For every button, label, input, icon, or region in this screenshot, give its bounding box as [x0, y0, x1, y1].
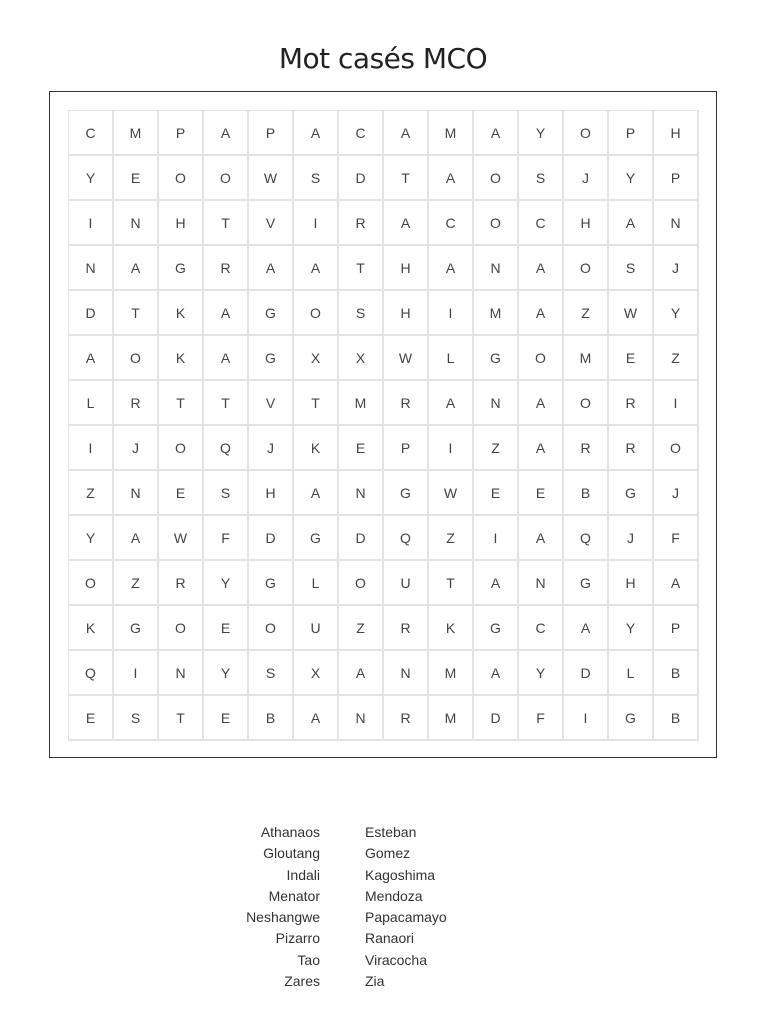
grid-cell[interactable]: R [564, 426, 609, 471]
grid-cell[interactable]: L [609, 651, 654, 696]
grid-cell[interactable]: I [294, 201, 339, 246]
grid-cell[interactable]: O [564, 246, 609, 291]
grid-cell[interactable]: I [564, 696, 609, 741]
grid-cell[interactable]: F [519, 696, 564, 741]
grid-cell[interactable]: E [609, 336, 654, 381]
grid-cell[interactable]: M [429, 696, 474, 741]
grid-cell[interactable]: Y [519, 111, 564, 156]
grid-cell[interactable]: Y [204, 651, 249, 696]
grid-cell[interactable]: N [654, 201, 699, 246]
grid-cell[interactable]: B [654, 651, 699, 696]
grid-cell[interactable]: T [204, 381, 249, 426]
grid-cell[interactable]: K [159, 336, 204, 381]
grid-cell[interactable]: G [294, 516, 339, 561]
grid-cell[interactable]: W [249, 156, 294, 201]
grid-cell[interactable]: W [609, 291, 654, 336]
grid-cell[interactable]: A [114, 516, 159, 561]
grid-cell[interactable]: P [249, 111, 294, 156]
grid-cell[interactable]: A [294, 471, 339, 516]
grid-cell[interactable]: I [654, 381, 699, 426]
grid-cell[interactable]: N [339, 471, 384, 516]
grid-cell[interactable]: A [609, 201, 654, 246]
grid-cell[interactable]: D [339, 156, 384, 201]
grid-cell[interactable]: G [249, 336, 294, 381]
grid-cell[interactable]: J [654, 471, 699, 516]
grid-cell[interactable]: P [654, 156, 699, 201]
grid-cell[interactable]: U [384, 561, 429, 606]
grid-cell[interactable]: W [384, 336, 429, 381]
word-list-item: Tao [297, 951, 320, 968]
grid-cell[interactable]: I [114, 651, 159, 696]
grid-cell[interactable]: C [339, 111, 384, 156]
grid-cell[interactable]: N [114, 201, 159, 246]
grid-cell[interactable]: N [474, 246, 519, 291]
grid-cell[interactable]: I [429, 426, 474, 471]
grid-cell[interactable]: X [294, 651, 339, 696]
grid-cell[interactable]: H [564, 201, 609, 246]
grid-cell[interactable]: W [159, 516, 204, 561]
grid-cell[interactable]: A [474, 111, 519, 156]
grid-cell[interactable]: Q [69, 651, 114, 696]
word-list-item: Zia [365, 973, 385, 990]
grid-cell[interactable]: Y [519, 651, 564, 696]
grid-cell[interactable]: E [159, 471, 204, 516]
grid-cell[interactable]: Z [564, 291, 609, 336]
grid-cell[interactable]: N [114, 471, 159, 516]
word-list-item: Neshangwe [246, 909, 320, 926]
grid-cell[interactable]: R [609, 426, 654, 471]
grid-cell[interactable]: J [249, 426, 294, 471]
grid-cell[interactable]: I [69, 426, 114, 471]
grid-cell[interactable]: A [114, 246, 159, 291]
grid-cell[interactable]: O [654, 426, 699, 471]
grid-cell[interactable]: E [69, 696, 114, 741]
grid-cell[interactable]: Z [654, 336, 699, 381]
word-list-item: Pizarro [275, 930, 320, 947]
grid-cell[interactable]: D [564, 651, 609, 696]
word-list-item: Indali [286, 866, 320, 883]
grid-cell[interactable]: G [159, 246, 204, 291]
grid-cell[interactable]: I [69, 201, 114, 246]
grid-cell[interactable]: W [429, 471, 474, 516]
grid-cell[interactable]: N [384, 651, 429, 696]
grid-cell[interactable]: X [294, 336, 339, 381]
grid-cell[interactable]: K [294, 426, 339, 471]
grid-cell[interactable]: O [114, 336, 159, 381]
word-list-item: Menator [268, 887, 320, 904]
grid-cell[interactable]: A [519, 426, 564, 471]
grid-cell[interactable]: S [204, 471, 249, 516]
word-list-item: Zares [284, 973, 320, 990]
puzzle-frame [49, 91, 717, 758]
grid-cell[interactable]: C [519, 606, 564, 651]
grid-cell[interactable]: G [564, 561, 609, 606]
word-list-item: Gomez [365, 845, 411, 862]
word-list-item: Mendoza [365, 887, 423, 904]
grid-cell[interactable]: D [474, 696, 519, 741]
grid-cell[interactable]: O [294, 291, 339, 336]
grid-cell[interactable]: L [429, 336, 474, 381]
grid-cell[interactable]: K [69, 606, 114, 651]
grid-cell[interactable]: R [609, 381, 654, 426]
grid-cell[interactable]: T [294, 381, 339, 426]
grid-cell[interactable]: A [339, 651, 384, 696]
grid-cell[interactable]: O [474, 201, 519, 246]
grid-cell[interactable]: P [609, 111, 654, 156]
grid-cell[interactable]: T [384, 156, 429, 201]
grid-cell[interactable]: H [384, 246, 429, 291]
grid-cell[interactable]: H [654, 111, 699, 156]
grid-cell[interactable]: U [294, 606, 339, 651]
grid-cell[interactable]: V [249, 201, 294, 246]
grid-cell[interactable]: Z [69, 471, 114, 516]
word-list-item: Kagoshima [365, 866, 436, 883]
grid-cell[interactable]: R [384, 381, 429, 426]
grid-cell[interactable]: H [159, 201, 204, 246]
grid-cell[interactable]: N [519, 561, 564, 606]
grid-cell[interactable]: C [429, 201, 474, 246]
grid-cell[interactable]: I [474, 516, 519, 561]
grid-cell[interactable]: A [294, 696, 339, 741]
grid-cell[interactable]: T [114, 291, 159, 336]
grid-cell[interactable]: G [384, 471, 429, 516]
grid-cell[interactable]: O [249, 606, 294, 651]
grid-cell[interactable]: G [474, 606, 519, 651]
grid-cell[interactable]: O [564, 381, 609, 426]
grid-cell[interactable]: O [474, 156, 519, 201]
grid-cell[interactable]: E [519, 471, 564, 516]
grid-cell[interactable]: G [609, 471, 654, 516]
grid-cell[interactable]: O [339, 561, 384, 606]
grid-cell[interactable]: P [654, 606, 699, 651]
grid-cell[interactable]: A [519, 246, 564, 291]
grid-cell[interactable]: P [384, 426, 429, 471]
grid-cell[interactable]: M [429, 111, 474, 156]
grid-cell[interactable]: Q [564, 516, 609, 561]
grid-cell[interactable]: E [339, 426, 384, 471]
letter-grid [68, 110, 699, 741]
grid-cell[interactable]: G [249, 291, 294, 336]
grid-cell[interactable]: A [429, 381, 474, 426]
grid-cell[interactable]: A [519, 291, 564, 336]
grid-cell[interactable]: K [159, 291, 204, 336]
grid-cell[interactable]: R [384, 606, 429, 651]
grid-cell[interactable]: Z [429, 516, 474, 561]
grid-cell[interactable]: D [339, 516, 384, 561]
grid-cell[interactable]: S [519, 156, 564, 201]
grid-cell[interactable]: M [474, 291, 519, 336]
grid-cell[interactable]: E [204, 696, 249, 741]
grid-cell[interactable]: R [159, 561, 204, 606]
grid-cell[interactable]: A [249, 246, 294, 291]
grid-cell[interactable]: T [204, 201, 249, 246]
grid-cell[interactable]: A [654, 561, 699, 606]
grid-cell[interactable]: E [114, 156, 159, 201]
grid-cell[interactable]: B [249, 696, 294, 741]
page-title: Mot casés MCO [278, 42, 488, 75]
grid-cell[interactable]: B [654, 696, 699, 741]
grid-cell[interactable]: L [69, 381, 114, 426]
grid-cell[interactable]: L [294, 561, 339, 606]
grid-cell[interactable]: M [339, 381, 384, 426]
grid-cell[interactable]: X [339, 336, 384, 381]
grid-cell[interactable]: Q [204, 426, 249, 471]
grid-cell[interactable]: G [609, 696, 654, 741]
grid-cell[interactable]: F [204, 516, 249, 561]
grid-cell[interactable]: K [429, 606, 474, 651]
grid-cell[interactable]: E [204, 606, 249, 651]
grid-cell[interactable]: A [564, 606, 609, 651]
grid-cell[interactable]: D [249, 516, 294, 561]
grid-cell[interactable]: R [339, 201, 384, 246]
grid-cell[interactable]: J [114, 426, 159, 471]
grid-cell[interactable]: A [294, 111, 339, 156]
grid-cell[interactable]: O [519, 336, 564, 381]
grid-cell[interactable]: O [564, 111, 609, 156]
word-list-item: Ranaori [365, 930, 415, 947]
grid-cell[interactable]: A [384, 201, 429, 246]
grid-cell[interactable]: N [474, 381, 519, 426]
grid-cell[interactable]: V [249, 381, 294, 426]
grid-cell[interactable]: G [474, 336, 519, 381]
grid-cell[interactable]: G [249, 561, 294, 606]
grid-cell[interactable]: H [609, 561, 654, 606]
word-list-item: Gloutang [263, 845, 320, 862]
grid-cell[interactable]: M [114, 111, 159, 156]
grid-cell[interactable]: Y [204, 561, 249, 606]
grid-cell[interactable]: S [249, 651, 294, 696]
grid-cell[interactable]: I [429, 291, 474, 336]
grid-cell[interactable]: T [429, 561, 474, 606]
grid-cell[interactable]: Y [654, 291, 699, 336]
grid-cell[interactable]: O [159, 156, 204, 201]
grid-cell[interactable]: Q [384, 516, 429, 561]
grid-cell[interactable]: T [339, 246, 384, 291]
grid-cell[interactable]: O [204, 156, 249, 201]
word-list-item: Viracocha [365, 951, 428, 968]
grid-cell[interactable]: A [294, 246, 339, 291]
grid-cell[interactable]: G [114, 606, 159, 651]
grid-cell[interactable]: S [609, 246, 654, 291]
grid-cell[interactable]: A [384, 111, 429, 156]
grid-cell[interactable]: Y [609, 606, 654, 651]
grid-cell[interactable]: A [429, 246, 474, 291]
grid-cell[interactable]: F [654, 516, 699, 561]
grid-cell[interactable]: M [429, 651, 474, 696]
grid-cell[interactable]: J [609, 516, 654, 561]
grid-cell[interactable]: Y [609, 156, 654, 201]
grid-cell[interactable]: S [339, 291, 384, 336]
grid-cell[interactable]: R [384, 696, 429, 741]
grid-cell[interactable]: O [69, 561, 114, 606]
grid-cell[interactable]: A [519, 381, 564, 426]
grid-cell[interactable]: T [159, 696, 204, 741]
grid-cell[interactable]: Z [339, 606, 384, 651]
word-list-item: Papacamayo [365, 909, 447, 926]
word-list-left-column [246, 823, 320, 993]
grid-cell[interactable]: Y [69, 516, 114, 561]
grid-cell[interactable]: H [249, 471, 294, 516]
grid-cell[interactable]: A [204, 111, 249, 156]
grid-cell[interactable]: H [384, 291, 429, 336]
grid-cell[interactable]: B [564, 471, 609, 516]
grid-cell[interactable]: C [519, 201, 564, 246]
grid-cell[interactable]: A [204, 291, 249, 336]
grid-cell[interactable]: J [654, 246, 699, 291]
grid-cell[interactable]: A [429, 156, 474, 201]
grid-cell[interactable]: T [159, 381, 204, 426]
grid-cell[interactable]: A [519, 516, 564, 561]
grid-cell[interactable]: A [474, 651, 519, 696]
grid-cell[interactable]: N [159, 651, 204, 696]
word-list-item: Athanaos [260, 824, 320, 840]
grid-cell[interactable]: A [204, 336, 249, 381]
grid-cell[interactable]: R [204, 246, 249, 291]
grid-cell[interactable]: Z [474, 426, 519, 471]
grid-cell[interactable]: R [114, 381, 159, 426]
word-list-item: Esteban [365, 824, 417, 840]
grid-cell[interactable]: A [474, 561, 519, 606]
grid-cell[interactable]: D [69, 291, 114, 336]
grid-cell[interactable]: N [339, 696, 384, 741]
grid-cell[interactable]: N [69, 246, 114, 291]
grid-cell[interactable]: C [69, 111, 114, 156]
grid-cell[interactable]: S [114, 696, 159, 741]
grid-cell[interactable]: A [69, 336, 114, 381]
grid-cell[interactable]: M [564, 336, 609, 381]
grid-cell[interactable]: Y [69, 156, 114, 201]
grid-cell[interactable]: S [294, 156, 339, 201]
grid-cell[interactable]: O [159, 426, 204, 471]
grid-cell[interactable]: P [159, 111, 204, 156]
grid-cell[interactable]: J [564, 156, 609, 201]
grid-cell[interactable]: Z [114, 561, 159, 606]
grid-cell[interactable]: E [474, 471, 519, 516]
word-list-right-column [365, 823, 447, 993]
grid-cell[interactable]: O [159, 606, 204, 651]
